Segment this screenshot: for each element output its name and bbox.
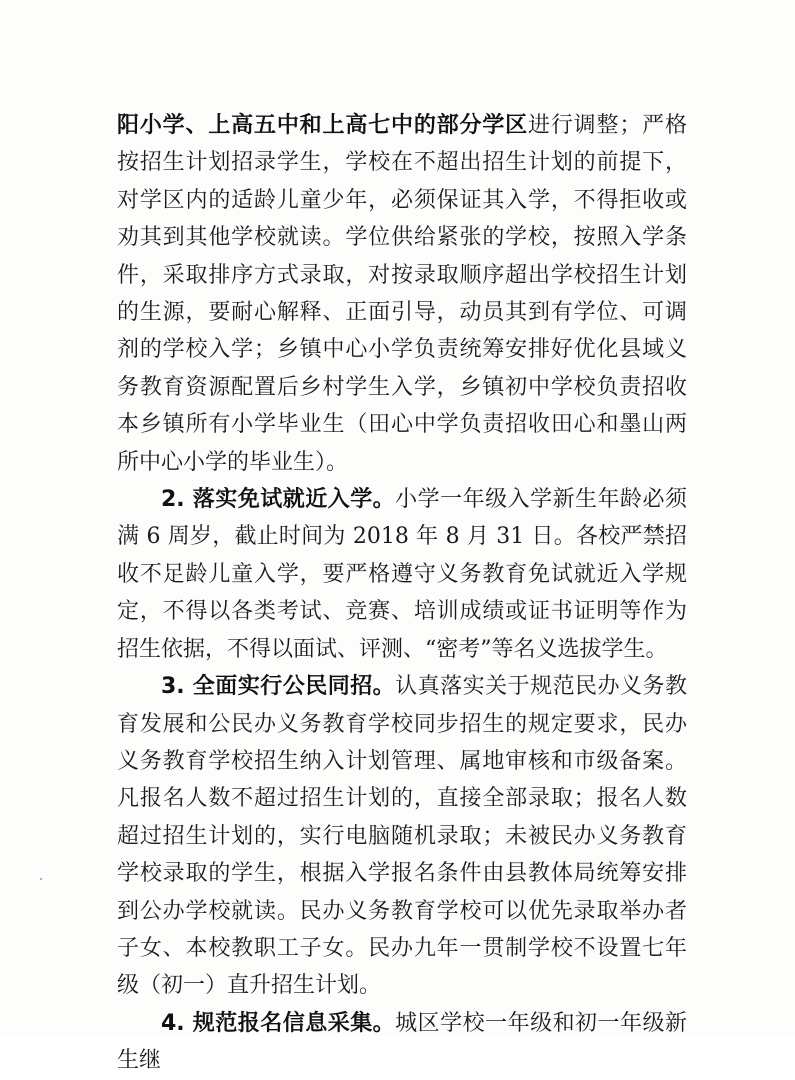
paragraph-4-text: 城区学校一年级和初一年级新生继	[117, 1010, 687, 1074]
scan-speck	[40, 878, 42, 880]
paragraph-3-lead: 3. 全面实行公民同招。	[161, 674, 396, 700]
paragraph-4	[117, 1005, 687, 1080]
paragraph-2	[117, 481, 687, 668]
paragraph-1-lead: 阳小学、上高五中和上高七中的部分学区	[117, 113, 528, 138]
paragraph-2-text: 小学一年级入学新生年龄必须满 6 周岁，截止时间为 2018 年 8 月 31 日。各校严禁招收不足龄儿童入学，要严格遵守义务教育免试就近入学规定，不得以各类考试、竞赛、培训成绩或证书证明等作为招生依据，不得以面试、评测、“密考”等名义选拔学生。	[117, 487, 687, 662]
paragraph-3	[117, 668, 687, 1005]
paragraph-1-text: 进行调整；严格按招生计划招录学生，学校在不超出招生计划的前提下，对学区内的适龄儿童少年，必须保证其入学，不得拒收或劝其到其他学校就读。学位供给紧张的学校，按照入学条件，采取排序方式录取，对按录取顺序超出学校招生计划的生源，要耐心解释、正面引导，动员其到有学位、可调剂的学校入学；乡镇中心小学负责统筹安排好优化县域义务教育资源配置后乡村学生入学，乡镇初中学校负责招收本乡镇所有小学毕业生（田心中学负责招收田心和墨山两所中心小学的毕业生）。	[117, 113, 687, 475]
document-body	[117, 107, 687, 1080]
paragraph-4-lead: 4. 规范报名信息采集。	[161, 1010, 396, 1036]
paragraph-3-text: 认真落实关于规范民办义务教育发展和公民办义务教育学校同步招生的规定要求，民办义务教育学校招生纳入计划管理、属地审核和市级备案。凡报名人数不超过招生计划的，直接全部录取；报名人数超过招生计划的，实行电脑随机录取；未被民办义务教育学校录取的学生，根据入学报名条件由县教体局统筹安排到公办学校就读。民办义务教育学校可以优先录取举办者子女、本校教职工子女。民办九年一贯制学校不设置七年级（初一）直升招生计划。	[117, 674, 687, 999]
paragraph-1	[117, 107, 687, 481]
paragraph-2-lead: 2. 落实免试就近入学。	[161, 487, 396, 513]
